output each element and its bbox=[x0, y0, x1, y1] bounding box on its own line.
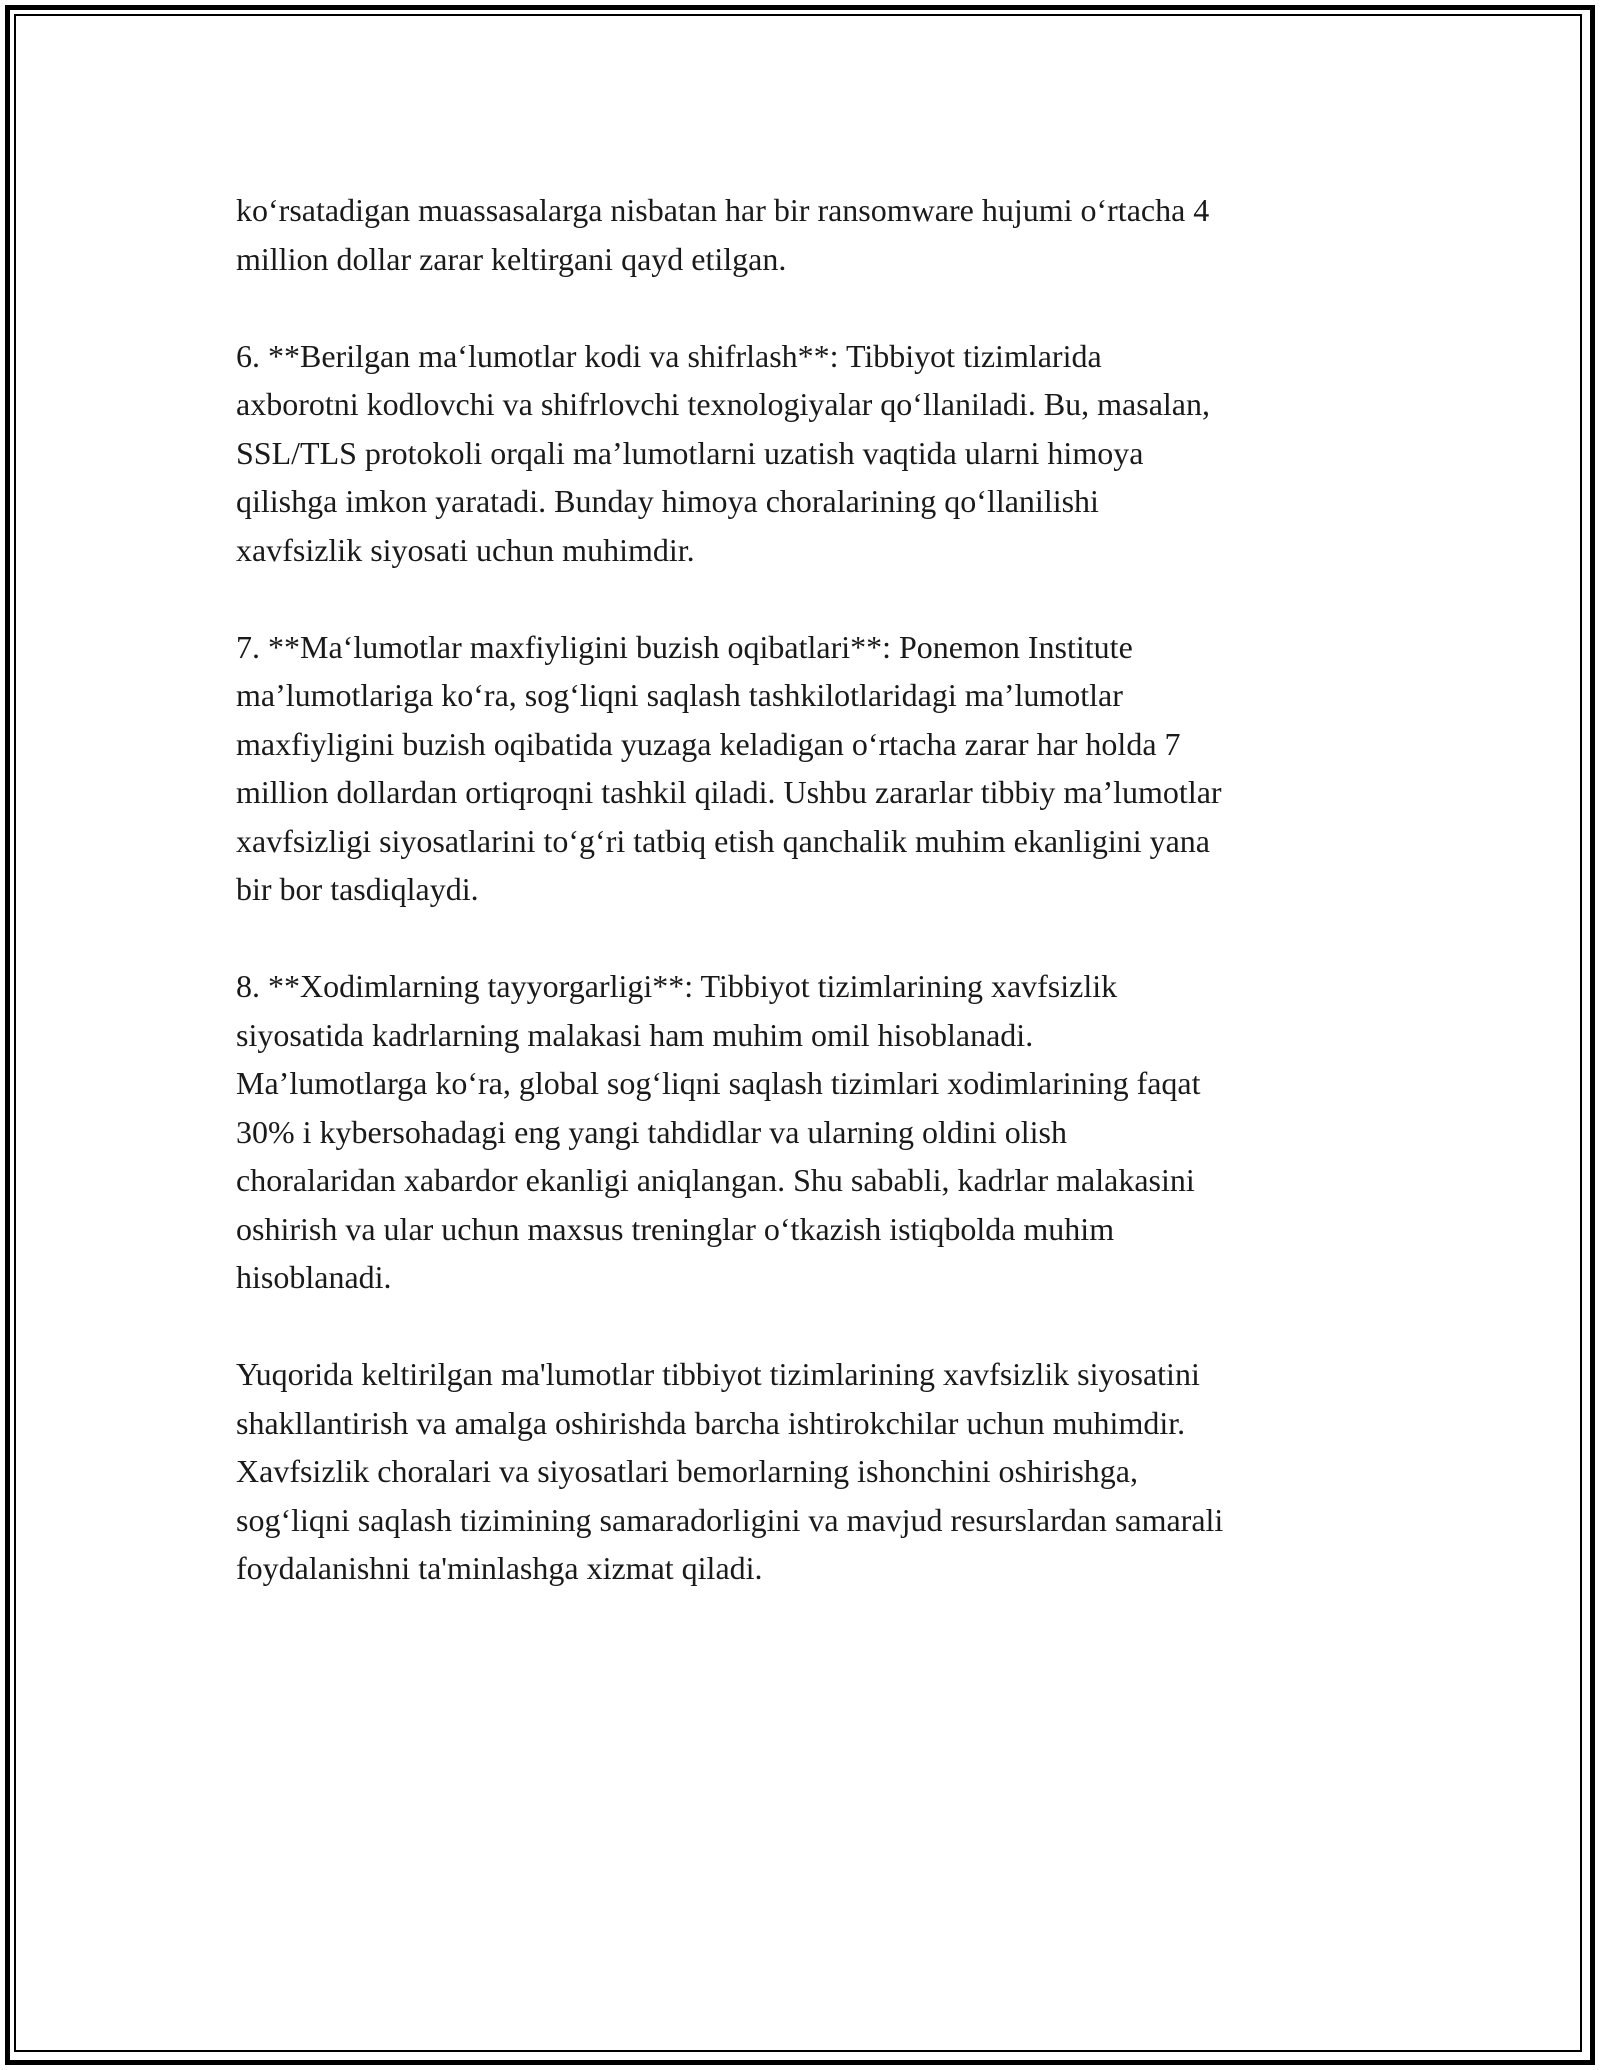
text-line: maxfiyligini buzish oqibatida yuzaga keladigan o‘rtacha zarar har holda 7 bbox=[236, 725, 1181, 762]
text-line: SSL/TLS protokoli orqali ma’lumotlarni uzatish vaqtida ularni himoya bbox=[236, 434, 1144, 471]
paragraph-conclusion bbox=[236, 1350, 1376, 1593]
text-line: ko‘rsatadigan muassasalarga nisbatan har bir ransomware hujumi o‘rtacha 4 bbox=[236, 192, 1210, 228]
document-body bbox=[236, 186, 1376, 1641]
text-line: 6. **Berilgan ma‘lumotlar kodi va shifrlash**: Tibbiyot tizimlarida bbox=[236, 337, 1102, 374]
text-line: million dollar zarar keltirgani qayd etilgan. bbox=[236, 240, 787, 277]
paragraph-item-6 bbox=[236, 332, 1376, 575]
text-line: axborotni kodlovchi va shifrlovchi texnologiyalar qo‘llaniladi. Bu, masalan, bbox=[236, 386, 1210, 422]
paragraph-intro-continuation bbox=[236, 186, 1376, 283]
paragraph-item-7 bbox=[236, 623, 1376, 914]
text-line: bir bor tasdiqlaydi. bbox=[236, 871, 479, 907]
text-line: foydalanishni ta'minlashga xizmat qiladi. bbox=[236, 1550, 763, 1586]
text-line: oshirish va ular uchun maxsus treninglar o‘tkazish istiqbolda muhim bbox=[236, 1210, 1115, 1247]
text-line: million dollardan ortiqroqni tashkil qiladi. Ushbu zararlar tibbiy ma’lumotlar bbox=[236, 774, 1222, 810]
text-line: Yuqorida keltirilgan ma'lumotlar tibbiyot tizimlarining xavfsizlik siyosatini bbox=[236, 1356, 1200, 1392]
text-line: choralaridan xabardor ekanligi aniqlangan. Shu sababli, kadrlar malakasini bbox=[236, 1162, 1195, 1198]
text-line: Ma’lumotlarga ko‘ra, global sog‘liqni saqlash tizimlari xodimlarining faqat bbox=[236, 1065, 1201, 1101]
text-line: xavfsizligi siyosatlarini to‘g‘ri tatbiq etish qanchalik muhim ekanligini yana bbox=[236, 822, 1210, 859]
paragraph-item-8 bbox=[236, 962, 1376, 1302]
text-line: sog‘liqni saqlash tizimining samaradorligini va mavjud resurslardan samarali bbox=[236, 1501, 1224, 1538]
text-line: siyosatida kadrlarning malakasi ham muhim omil hisoblanadi. bbox=[236, 1016, 1034, 1053]
text-line: qilishga imkon yaratadi. Bunday himoya choralarining qo‘llanilishi bbox=[236, 483, 1099, 519]
text-line: 30% i kybersohadagi eng yangi tahdidlar va ularning oldini olish bbox=[236, 1113, 1067, 1150]
text-line: shakllantirish va amalga oshirishda barcha ishtirokchilar uchun muhimdir. bbox=[236, 1404, 1186, 1441]
text-line: hisoblanadi. bbox=[236, 1259, 392, 1295]
text-line: xavfsizlik siyosati uchun muhimdir. bbox=[236, 531, 695, 568]
text-line: Xavfsizlik choralari va siyosatlari bemorlarning ishonchini oshirishga, bbox=[236, 1453, 1138, 1489]
text-line: 7. **Ma‘lumotlar maxfiyligini buzish oqibatlari**: Ponemon Institute bbox=[236, 628, 1133, 665]
text-line: 8. **Xodimlarning tayyorgarligi**: Tibbiyot tizimlarining xavfsizlik bbox=[236, 968, 1118, 1004]
text-line: ma’lumotlariga ko‘ra, sog‘liqni saqlash tashkilotlaridagi ma’lumotlar bbox=[236, 677, 1123, 713]
